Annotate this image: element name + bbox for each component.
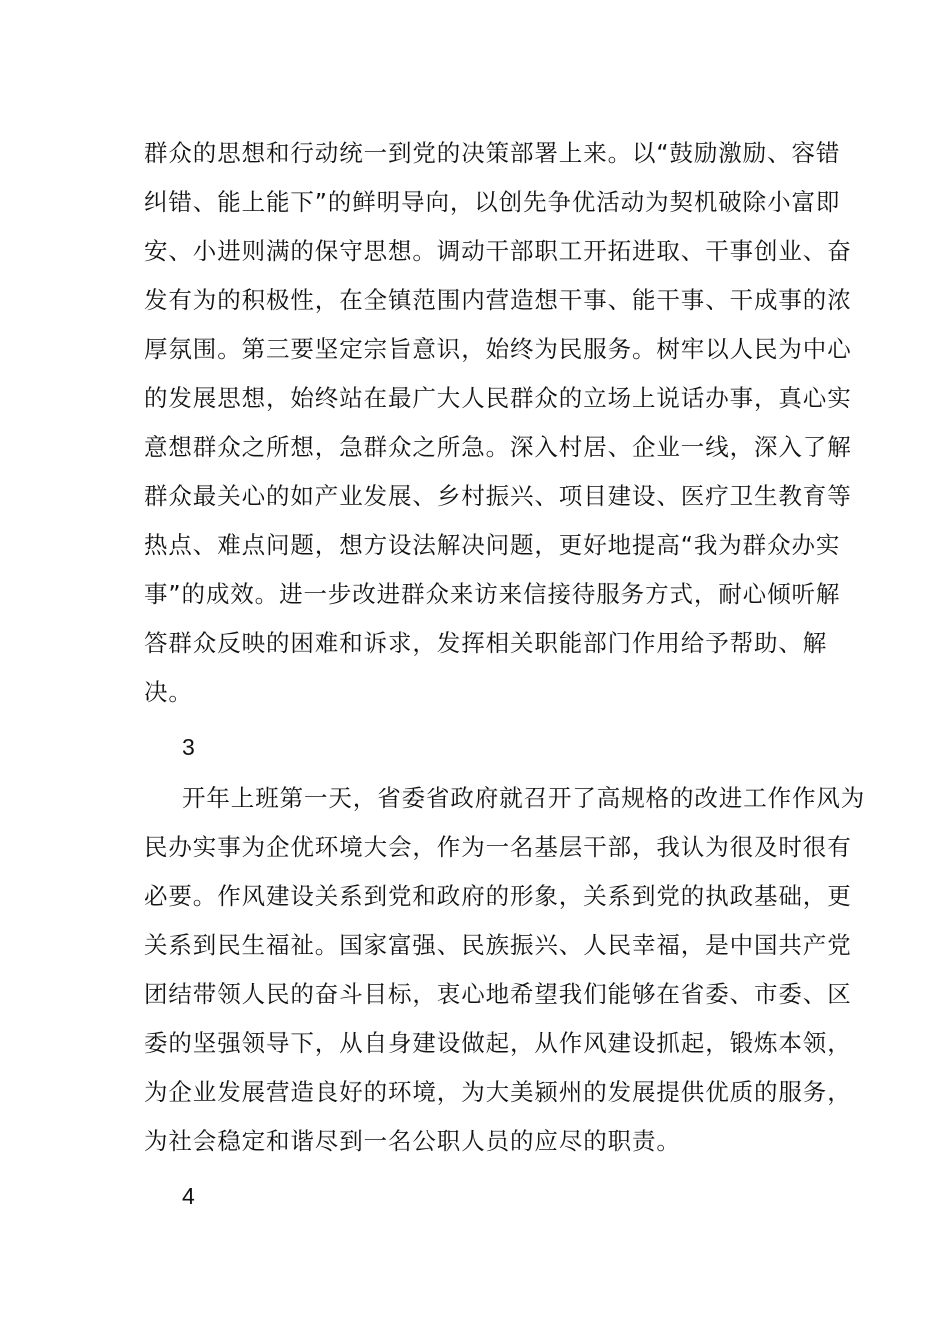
paragraph-line: 答群众反映的困难和诉求，发挥相关职能部门作用给予帮助、解 — [144, 629, 828, 657]
paragraph-line: 开年上班第一天，省委省政府就召开了高规格的改进工作作风为 — [182, 784, 866, 812]
paragraph-line: 为企业发展营造良好的环境，为大美颍州的发展提供优质的服务， — [144, 1078, 852, 1106]
paragraph-line: 民办实事为企优环境大会，作为一名基层干部，我认为很及时很有 — [144, 833, 852, 861]
paragraph-line: 热点、难点问题，想方设法解决问题，更好地提高“我为群众办实 — [144, 531, 841, 559]
paragraph-line: 关系到民生福祉。国家富强、民族振兴、人民幸福，是中国共产党 — [144, 931, 852, 959]
paragraph-line: 群众的思想和行动统一到党的决策部署上来。以“鼓励激励、容错 — [144, 139, 841, 167]
paragraph-line: 事”的成效。进一步改进群众来访来信接待服务方式，耐心倾听解 — [144, 580, 841, 608]
paragraph-line: 为社会稳定和谐尽到一名公职人员的应尽的职责。 — [144, 1127, 681, 1155]
paragraph-line: 必要。作风建设关系到党和政府的形象，关系到党的执政基础，更 — [144, 882, 852, 910]
paragraph-line: 厚氛围。第三要坚定宗旨意识，始终为民服务。树牢以人民为中心 — [144, 335, 852, 363]
paragraph-line: 纠错、能上能下”的鲜明导向，以创先争优活动为契机破除小富即 — [144, 188, 841, 216]
paragraph-line: 发有为的积极性，在全镇范围内营造想干事、能干事、干成事的浓 — [144, 286, 852, 314]
paragraph-line: 团结带领人民的奋斗目标，衷心地希望我们能够在省委、市委、区 — [144, 980, 852, 1008]
paragraph-line: 群众最关心的如产业发展、乡村振兴、项目建设、医疗卫生教育等 — [144, 482, 852, 510]
paragraph-line: 的发展思想，始终站在最广大人民群众的立场上说话办事，真心实 — [144, 384, 852, 412]
paragraph-line: 意想群众之所想，急群众之所急。深入村居、企业一线，深入了解 — [144, 433, 852, 461]
section-number: 4 — [182, 1183, 195, 1209]
paragraph-line: 委的坚强领导下，从自身建设做起，从作风建设抓起，锻炼本领， — [144, 1029, 852, 1057]
section-number: 3 — [182, 734, 195, 760]
paragraph-line: 安、小进则满的保守思想。调动干部职工开拓进取、干事创业、奋 — [144, 237, 852, 265]
paragraph-line: 决。 — [144, 678, 193, 706]
